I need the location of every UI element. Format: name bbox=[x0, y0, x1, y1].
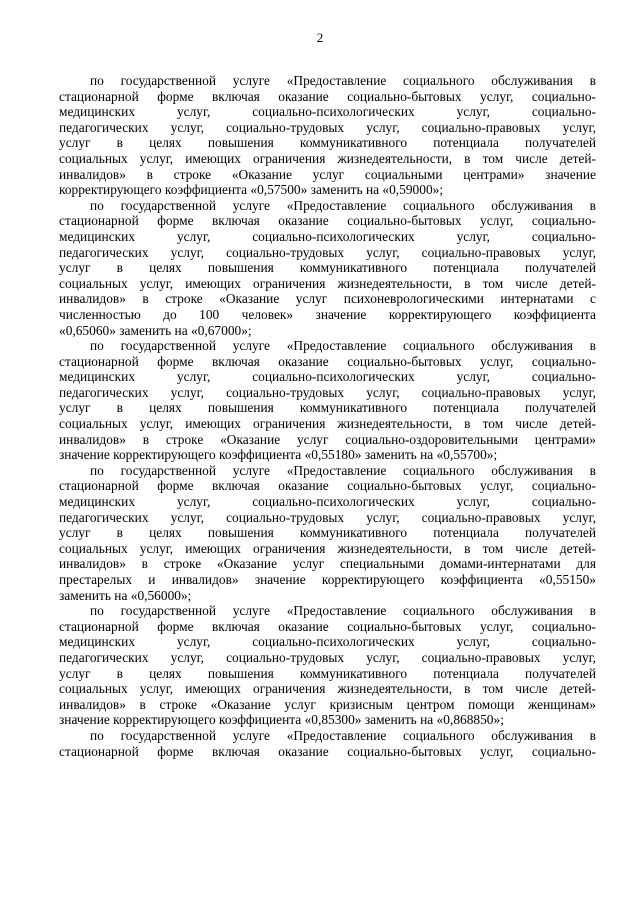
text-line: инвалидов» в строке «Оказание услуг специальными домами-интернатами для bbox=[59, 556, 596, 572]
text-line: социальных услуг, имеющих ограничения жизнедеятельности, в том числе детей- bbox=[59, 150, 596, 166]
text-line: медицинских услуг, социально-психологических услуг, социально- bbox=[59, 634, 596, 650]
text-line: услуг в целях повышения коммуникативного потенциала получателей bbox=[59, 525, 596, 541]
paragraph bbox=[59, 728, 596, 759]
text-line: стационарной форме включая оказание социально-бытовых услуг, социально- bbox=[59, 618, 596, 634]
text-line: социальных услуг, имеющих ограничения жизнедеятельности, в том числе детей- bbox=[59, 681, 596, 697]
text-line: инвалидов» в строке «Оказание услуг социально-оздоровительными центрами» bbox=[59, 431, 596, 447]
paragraph bbox=[59, 463, 596, 603]
text-line: социальных услуг, имеющих ограничения жизнедеятельности, в том числе детей- bbox=[59, 540, 596, 556]
text-line: «0,65060» заменить на «0,67000»; bbox=[59, 322, 252, 338]
paragraph bbox=[59, 198, 596, 338]
text-line: социальных услуг, имеющих ограничения жизнедеятельности, в том числе детей- bbox=[59, 275, 596, 291]
text-line: медицинских услуг, социально-психологических услуг, социально- bbox=[59, 494, 596, 510]
page-number: 2 bbox=[316, 30, 324, 45]
text-line: инвалидов» в строке «Оказание услуг кризисным центром помощи женщинам» bbox=[59, 696, 596, 712]
text-line: педагогических услуг, социально-трудовых услуг, социально-правовых услуг, bbox=[59, 384, 596, 400]
text-line: престарелых и инвалидов» значение корректирующего коэффициента «0,55150» bbox=[59, 572, 596, 587]
paragraph bbox=[59, 338, 596, 463]
text-line: значение корректирующего коэффициента «0,85300» заменить на «0,868850»; bbox=[59, 712, 504, 728]
text-line: инвалидов» в строке «Оказание услуг психоневрологическими интернатами с bbox=[59, 291, 596, 307]
document-body bbox=[59, 73, 596, 759]
text-line: услуг в целях повышения коммуникативного потенциала получателей bbox=[59, 665, 596, 681]
text-line: педагогических услуг, социально-трудовых услуг, социально-правовых услуг, bbox=[59, 119, 596, 135]
text-line: корректирующего коэффициента «0,57500» заменить на «0,59000»; bbox=[59, 182, 444, 198]
text-line: инвалидов» в строке «Оказание услуг социальными центрами» значение bbox=[59, 166, 596, 182]
text-line: стационарной форме включая оказание социально-бытовых услуг, социально- bbox=[59, 88, 596, 104]
text-line: по государственной услуге «Предоставление социального обслуживания в bbox=[90, 338, 596, 354]
text-line: педагогических услуг, социально-трудовых услуг, социально-правовых услуг, bbox=[59, 509, 596, 525]
text-line: значение корректирующего коэффициента «0,55180» заменить на «0,55700»; bbox=[59, 447, 498, 463]
text-line: численностью до 100 человек» значение корректирующего коэффициента bbox=[59, 306, 596, 322]
text-line: стационарной форме включая оказание социально-бытовых услуг, социально- bbox=[59, 353, 596, 369]
text-line: услуг в целях повышения коммуникативного потенциала получателей bbox=[59, 135, 596, 151]
text-line: услуг в целях повышения коммуникативного потенциала получателей bbox=[59, 260, 596, 276]
text-line: услуг в целях повышения коммуникативного потенциала получателей bbox=[59, 400, 596, 416]
text-line: по государственной услуге «Предоставление социального обслуживания в bbox=[90, 727, 596, 743]
text-line: стационарной форме включая оказание социально-бытовых услуг, социально- bbox=[59, 743, 596, 759]
text-line: по государственной услуге «Предоставление социального обслуживания в bbox=[90, 603, 596, 619]
paragraph bbox=[59, 73, 596, 198]
text-line: стационарной форме включая оказание социально-бытовых услуг, социально- bbox=[59, 213, 596, 229]
text-line: педагогических услуг, социально-трудовых услуг, социально-правовых услуг, bbox=[59, 649, 596, 665]
text-line: по государственной услуге «Предоставление социального обслуживания в bbox=[90, 197, 596, 213]
text-line: педагогических услуг, социально-трудовых услуг, социально-правовых услуг, bbox=[59, 244, 596, 260]
text-line: заменить на «0,56000»; bbox=[59, 587, 192, 603]
text-line: по государственной услуге «Предоставление социального обслуживания в bbox=[90, 73, 596, 88]
text-line: медицинских услуг, социально-психологических услуг, социально- bbox=[59, 104, 596, 120]
text-line: медицинских услуг, социально-психологических услуг, социально- bbox=[59, 369, 596, 385]
text-line: медицинских услуг, социально-психологических услуг, социально- bbox=[59, 228, 596, 244]
text-line: социальных услуг, имеющих ограничения жизнедеятельности, в том числе детей- bbox=[59, 416, 596, 432]
text-line: по государственной услуге «Предоставление социального обслуживания в bbox=[90, 462, 596, 478]
text-line: стационарной форме включая оказание социально-бытовых услуг, социально- bbox=[59, 478, 596, 494]
paragraph bbox=[59, 603, 596, 728]
